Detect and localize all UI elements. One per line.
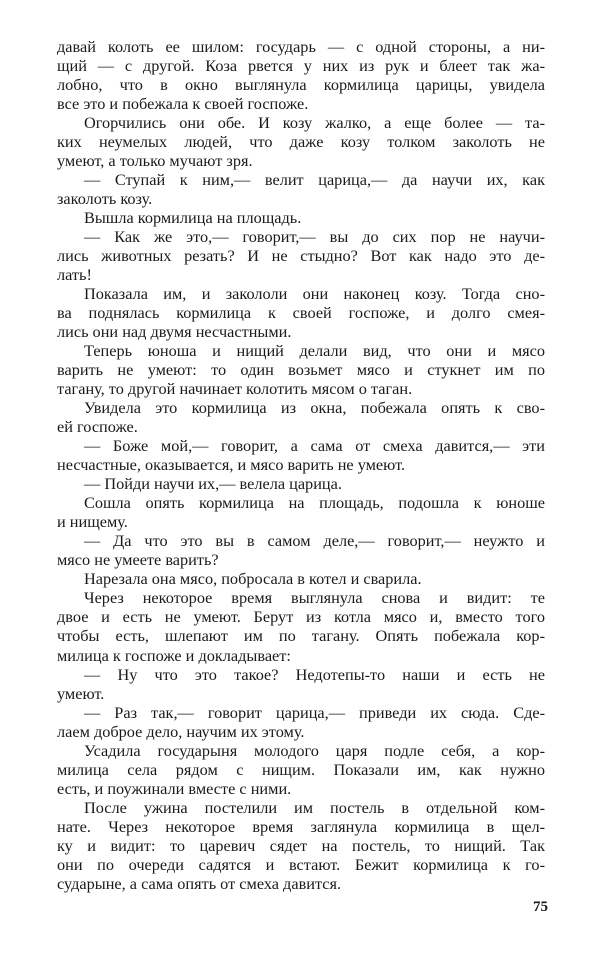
text-line: ких неумелых людей, что даже козу толком заколоть не	[57, 132, 545, 152]
text-line: Увидела это кормилица из окна, побежала опять к сво-	[84, 398, 545, 418]
text-line: тагану, то другой начинает колотить мясом о таган.	[57, 379, 413, 399]
text-line: ей госпоже.	[57, 417, 138, 437]
text-line: — Боже мой,— говорит, а сама от смеха давится,— эти	[84, 436, 545, 456]
text-line: — Пойди научи их,— велела царица.	[84, 474, 342, 494]
text-line: ку и видит: то царевич сядет на постель, то нищий. Так	[57, 835, 545, 855]
text-line: давай колоть ее шилом: государь — с одной стороны, а ни-	[57, 37, 545, 56]
text-line: — Как же это,— говорит,— вы до сих пор не научи-	[84, 227, 545, 247]
text-line: все это и побежала к своей госпоже.	[57, 94, 309, 114]
text-line: Вышла кормилица на площадь.	[84, 208, 302, 228]
text-line: заколоть козу.	[57, 189, 153, 209]
text-line: сударыне, а сама опять от смеха давится.	[57, 873, 342, 893]
text-line: Нарезала она мясо, побросала в котел и сварила.	[84, 569, 422, 589]
text-line: — Ступай к ним,— велит царица,— да научи их, как	[84, 170, 545, 190]
text-line: варить не умеют: то один возьмет мясо и стукнет им по	[57, 360, 545, 380]
text-line: умеют.	[57, 683, 105, 703]
text-line: Усадила государыня молодого царя подле себя, а кор-	[84, 740, 545, 760]
text-line: Огорчились они обе. И козу жалко, а еще более — та-	[84, 113, 545, 133]
text-line: двое и есть не умеют. Берут из котла мясо и, вместо того	[57, 607, 545, 627]
text-line: лаем доброе дело, научим их этому.	[57, 721, 305, 741]
text-line: — Да что это вы в самом деле,— говорит,— неужто и	[84, 531, 545, 551]
text-line: Теперь юноша и нищий делали вид, что они и мясо	[84, 341, 545, 361]
text-line: нате. Через некоторое время заглянула кормилица в щел-	[57, 816, 545, 836]
page-body-text	[57, 37, 545, 893]
text-line: мясо не умеете варить?	[57, 550, 219, 570]
text-line: есть, и поужинали вместе с ними.	[57, 778, 292, 798]
text-line: Показала им, и закололи они наконец козу. Тогда сно-	[84, 284, 545, 304]
text-line: ва поднялась кормилица к своей госпоже, и долго смея-	[57, 303, 545, 323]
text-line: и нищему.	[57, 512, 128, 532]
text-line: несчастные, оказывается, и мясо варить не умеют.	[57, 455, 406, 475]
text-line: щий — с другой. Коза рвется у них из рук и блеет так жа-	[57, 56, 545, 76]
text-line: лобно, что в окно выглянула кормилица царицы, увидела	[57, 75, 545, 95]
text-line: чтобы есть, шлепают им по тагану. Опять побежала кор-	[57, 626, 545, 646]
text-line: умеют, а только мучают зря.	[57, 151, 253, 171]
text-line: милица села рядом с нищим. Показали им, как нужно	[57, 759, 545, 779]
page-number: 75	[533, 899, 548, 915]
text-line: лись животных резать? И не стыдно? Вот как надо это де-	[57, 246, 545, 266]
text-line: милица к госпоже и докладывает:	[57, 645, 291, 665]
text-line: лись они над двумя несчастными.	[57, 322, 292, 342]
text-line: они по очереди садятся и встают. Бежит кормилица к го-	[57, 854, 545, 874]
text-line: Через некоторое время выглянула снова и видит: те	[84, 588, 545, 608]
text-line: — Раз так,— говорит царица,— приведи их сюда. Сде-	[84, 702, 545, 722]
text-line: После ужина постелили им постель в отдельной ком-	[84, 797, 545, 817]
text-line: — Ну что это такое? Недотепы-то наши и есть не	[84, 664, 545, 684]
text-line: лать!	[57, 265, 92, 285]
text-line: Сошла опять кормилица на площадь, подошла к юноше	[84, 493, 545, 513]
